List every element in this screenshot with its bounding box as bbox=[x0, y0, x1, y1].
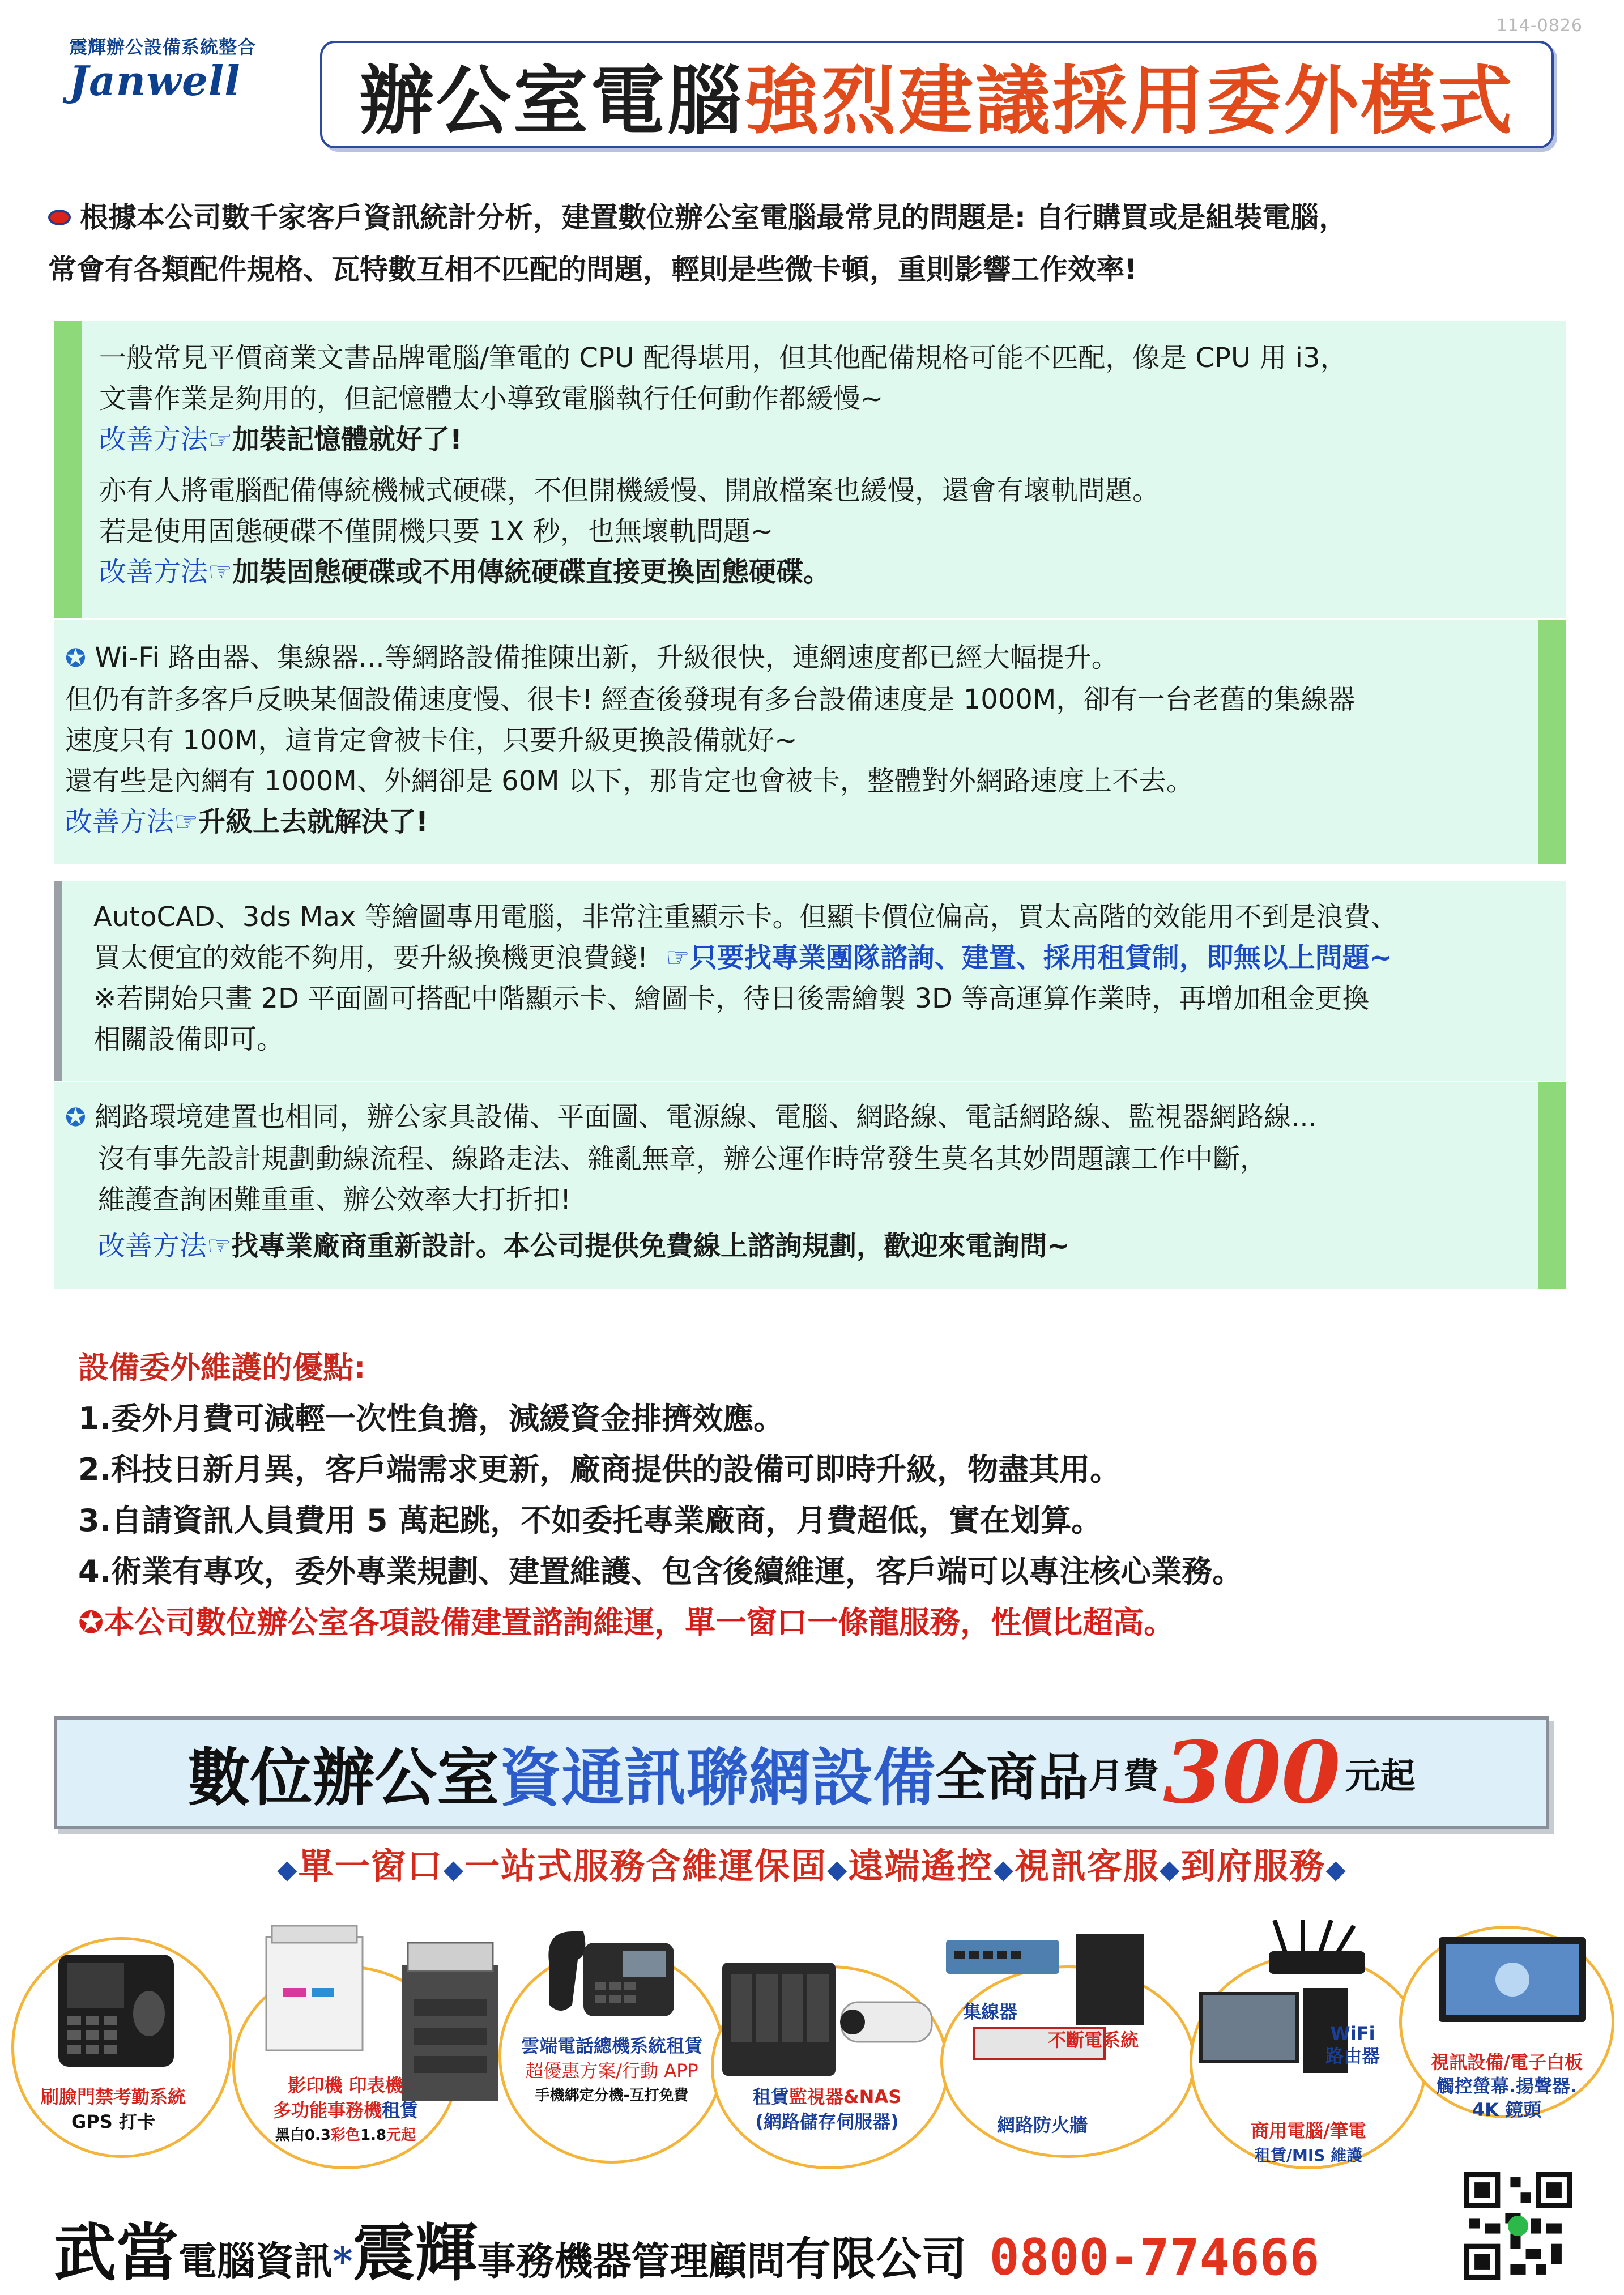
service-item: 視訊客服 bbox=[1014, 1845, 1160, 1887]
advantage-item: 2.科技日新月異，客戶端需求更新，廠商提供的設備可即時升級，物盡其用。 bbox=[78, 1452, 1121, 1487]
label-text: 監視器&NAS bbox=[788, 2086, 902, 2108]
advantages-heading: 設備委外維護的優點: bbox=[78, 1350, 366, 1385]
intro-paragraph bbox=[48, 191, 1578, 296]
label-line: 手機綁定分機-互打免費 bbox=[535, 2087, 689, 2104]
page-title bbox=[320, 41, 1554, 148]
banner-part-5: 元起 bbox=[1345, 1755, 1416, 1797]
panel1-line-1: 一般常見平價商業文書品牌電腦/筆電的 CPU 配得堪用，但其他配備規格可能不匹配，像是 CPU 用 i3， bbox=[99, 342, 1348, 374]
company-text-1: 電腦資訊 bbox=[178, 2239, 333, 2284]
fix-text: 找專業廠商重新設計。本公司提供免費線上諮詢規劃，歡迎來電詢問~ bbox=[231, 1230, 1070, 1262]
label-firewall: 網路防火牆 bbox=[997, 2114, 1088, 2136]
panel2-fix bbox=[65, 801, 1566, 842]
panel2-line-1 bbox=[65, 637, 1566, 679]
panel2-line-4: 還有些是內網有 1000M、外網卻是 60M 以下，那肯定也會被卡，整體對外網路速度上不去。 bbox=[65, 765, 1194, 797]
panel1-line-4: 若是使用固態硬碟不僅開機只要 1X 秒，也無壞軌問題~ bbox=[99, 515, 774, 547]
label-text: 元起 bbox=[386, 2127, 416, 2144]
panel1-line-3: 亦有人將電腦配備傳統機械式硬碟，不但開機緩慢、開啟檔案也緩慢，還會有壞軌問題。 bbox=[99, 475, 1160, 506]
label-line: 刷臉門禁考勤系統 bbox=[40, 2086, 186, 2108]
diamond-icon: ◆ bbox=[277, 1854, 299, 1884]
nas-camera-icon bbox=[717, 1957, 937, 2081]
fix-text: 加裝記憶體就好了! bbox=[232, 424, 462, 455]
fix-label: 改善方法 bbox=[99, 556, 208, 588]
label-ups: 不斷電系統 bbox=[1048, 2029, 1139, 2051]
label-line: 觸控螢幕.揚聲器. bbox=[1436, 2075, 1578, 2097]
service-item: 單一窗口 bbox=[298, 1845, 444, 1887]
label-wifi bbox=[1325, 2022, 1380, 2067]
service-item: 一站式服務含維運保固 bbox=[464, 1845, 828, 1887]
pointing-hand-icon: ☞ bbox=[174, 806, 199, 838]
services-line bbox=[0, 1838, 1624, 1888]
panel-accent-bar bbox=[1538, 1082, 1566, 1289]
video-display-icon bbox=[1433, 1931, 1592, 2033]
fix-text: 升級上去就解決了! bbox=[198, 806, 428, 838]
panel3-line-3: ※若開始只畫 2D 平面圖可搭配中階顯示卡、繪圖卡，待日後需繪製 3D 等高運算作業時，再增加租金更換 bbox=[93, 983, 1370, 1014]
title-part-orange: 強烈建議採用委外模式 bbox=[744, 58, 1515, 145]
price-banner bbox=[54, 1716, 1549, 1829]
phone-number[interactable]: 0800-774666 bbox=[989, 2228, 1320, 2287]
label-line: 影印機 印表機 bbox=[288, 2075, 403, 2096]
banner-part-1: 數位辦公室 bbox=[187, 1742, 500, 1814]
pointing-hand-icon: ☞ bbox=[665, 942, 690, 974]
label-pc bbox=[1201, 2118, 1416, 2168]
star-icon: ✪ bbox=[65, 1103, 86, 1132]
label-nas bbox=[714, 2084, 940, 2134]
diamond-icon: ◆ bbox=[827, 1854, 849, 1884]
diamond-icon: ◆ bbox=[1159, 1854, 1181, 1884]
panel4-line-2: 沒有事先設計規劃動線流程、線路走法、雜亂無章，辦公運作時常發生莫名其妙問題讓工作中斷， bbox=[98, 1143, 1268, 1175]
document-code: 114-0826 bbox=[1496, 16, 1583, 36]
pointing-hand-icon: ☞ bbox=[207, 1230, 232, 1262]
pointing-hand-icon: ☞ bbox=[208, 424, 233, 455]
logo-english-text: Janwell bbox=[69, 57, 241, 105]
fix-label: 改善方法 bbox=[99, 424, 208, 455]
advantage-item: 1.委外月費可減輕一次性負擔，減緩資金排擠效應。 bbox=[78, 1401, 785, 1436]
label-line: 商用電腦/筆電 bbox=[1251, 2120, 1366, 2142]
service-item: 到府服務 bbox=[1180, 1845, 1326, 1887]
diamond-icon: ◆ bbox=[443, 1854, 465, 1884]
panel2-line-1-text: Wi-Fi 路由器、集線器...等網路設備推陳出新，升級很快，連網速度都已經大幅提升。 bbox=[95, 642, 1119, 673]
diamond-icon: ◆ bbox=[1325, 1854, 1347, 1884]
label-line: (網路儲存伺服器) bbox=[755, 2111, 899, 2132]
panel-graphics-card bbox=[54, 881, 1566, 1081]
fix-text: 加裝固態硬碟或不用傳統硬碟直接更換固態硬碟。 bbox=[232, 556, 831, 588]
company-text-2: 事務機器管理顧問 bbox=[477, 2239, 786, 2284]
intro-line-1: 根據本公司數千家客戶資訊統計分析，建置數位辦公室電腦最常見的問題是: 自行購買或是組裝電腦， bbox=[80, 201, 1348, 234]
desk-phone-icon bbox=[538, 1920, 680, 2022]
advantages-list bbox=[78, 1342, 1243, 1648]
separator: * bbox=[333, 2239, 353, 2284]
label-line: 視訊設備/電子白板 bbox=[1431, 2051, 1583, 2073]
label-text: 彩色 bbox=[330, 2127, 360, 2144]
fix-label: 改善方法 bbox=[65, 806, 174, 838]
label-line bbox=[238, 2123, 453, 2148]
label-access-control bbox=[11, 2084, 215, 2134]
advantage-item: 3.自請資訊人員費用 5 萬起跳，不如委托專業廠商，月費超低，實在划算。 bbox=[78, 1503, 1102, 1538]
label-line: WiFi bbox=[1330, 2023, 1375, 2044]
face-scanner-icon bbox=[54, 1951, 178, 2070]
label-line: 租賃/MIS 維護 bbox=[1254, 2146, 1363, 2165]
panel1-line-2: 文書作業是夠用的，但記憶體太小導致電腦執行任何動作都緩慢~ bbox=[99, 383, 884, 415]
panel1-fix-1 bbox=[99, 419, 1566, 460]
label-text: 租賃 bbox=[382, 2100, 419, 2121]
panel-network-speed bbox=[54, 620, 1566, 864]
panel-network-planning bbox=[54, 1082, 1566, 1289]
label-line: 超優惠方案/行動 APP bbox=[525, 2060, 698, 2081]
star-icon: ✪ bbox=[65, 644, 86, 673]
panel4-line-1-text: 網路環境建置也相同，辦公家具設備、平面圖、電源線、電腦、網路線、電話網路線、監視器網路線... bbox=[95, 1101, 1317, 1133]
panel2-line-2: 但仍有許多客戶反映某個設備速度慢、很卡! 經查後發現有多台設備速度是 1000M，卻有一台老舊的集線器 bbox=[65, 684, 1356, 715]
label-line: 路由器 bbox=[1325, 2045, 1380, 2067]
label-line: 4K 鏡頭 bbox=[1472, 2099, 1542, 2121]
advantage-highlight bbox=[78, 1597, 1243, 1648]
label-text: 0.3 bbox=[304, 2127, 331, 2144]
service-item: 遠端遙控 bbox=[848, 1845, 994, 1887]
janwell-logo bbox=[69, 33, 262, 105]
panel3-highlight: 只要找專業團隊諮詢、建置、採用租賃制，即無以上問題~ bbox=[689, 942, 1393, 974]
panel-accent-bar bbox=[54, 881, 62, 1081]
pointing-hand-icon: ☞ bbox=[208, 556, 233, 588]
company-name-1: 武當 bbox=[54, 2216, 178, 2289]
label-hub: 集線器 bbox=[963, 2001, 1018, 2023]
label-line: GPS 打卡 bbox=[71, 2111, 155, 2132]
panel3-line-2-text: 買太便宜的效能不夠用，要升級換機更浪費錢! bbox=[93, 942, 649, 974]
panel4-line-3: 維護查詢困難重重、辦公效率大打折扣! bbox=[98, 1184, 572, 1215]
company-text-3: 有限公司 bbox=[785, 2232, 967, 2285]
panel-memory-ssd bbox=[54, 321, 1566, 618]
advantage-item: 4.術業有專攻，委外專業規劃、建置維護、包含後續維運，客戶端可以專注核心業務。 bbox=[78, 1554, 1243, 1589]
panel-accent-bar bbox=[1538, 620, 1566, 864]
label-text: 租賃 bbox=[752, 2086, 789, 2108]
panel3-line-4: 相關設備即可。 bbox=[93, 1023, 284, 1055]
panel3-line-1: AutoCAD、3ds Max 等繪圖專用電腦，非常注重顯示卡。但顯卡價位偏高，買太高階的效能用不到是浪費、 bbox=[93, 901, 1398, 933]
fix-label: 改善方法 bbox=[98, 1230, 207, 1262]
panel4-line-1 bbox=[65, 1097, 1566, 1138]
label-line: 雲端電話總機系統租賃 bbox=[521, 2035, 702, 2057]
qr-code-icon[interactable] bbox=[1464, 2172, 1572, 2280]
banner-part-2: 資通訊聯網設備 bbox=[499, 1742, 936, 1814]
panel2-line-3: 速度只有 100M，這肯定會被卡住，只要升級更換設備就好~ bbox=[65, 724, 798, 756]
star-badge-icon: ✪ bbox=[78, 1605, 104, 1640]
intro-line-2: 常會有各類配件規格、瓦特數互相不匹配的問題，輕則是些微卡頓，重則影響工作效率! bbox=[48, 253, 1137, 286]
company-name-2: 震輝 bbox=[352, 2216, 478, 2289]
panel4-fix bbox=[65, 1226, 1566, 1266]
diamond-icon: ◆ bbox=[993, 1854, 1015, 1884]
label-video bbox=[1405, 2050, 1609, 2122]
company-footer bbox=[54, 2203, 1319, 2293]
label-text: 1.8 bbox=[360, 2127, 387, 2144]
title-part-black: 辦公室電腦 bbox=[359, 58, 744, 145]
advantage-highlight-text: 本公司數位辦公室各項設備建置諮詢維運，單一窗口一條龍服務，性價比超高。 bbox=[104, 1605, 1175, 1640]
label-text: 黑白 bbox=[275, 2127, 305, 2144]
panel3-line-2 bbox=[93, 937, 1566, 978]
label-phone bbox=[498, 2033, 725, 2108]
banner-part-3: 全商品 bbox=[935, 1748, 1089, 1807]
label-text: 多功能事務機 bbox=[272, 2100, 382, 2121]
logo-chinese-text: 震輝辦公設備系統整合 bbox=[69, 36, 257, 58]
banner-part-4: 月費 bbox=[1088, 1755, 1159, 1797]
panel-accent-bar bbox=[54, 321, 82, 618]
banner-price: 300 bbox=[1163, 1723, 1341, 1823]
red-dot-icon bbox=[48, 210, 71, 225]
panel1-fix-2 bbox=[99, 552, 1566, 592]
label-copier bbox=[238, 2073, 453, 2148]
